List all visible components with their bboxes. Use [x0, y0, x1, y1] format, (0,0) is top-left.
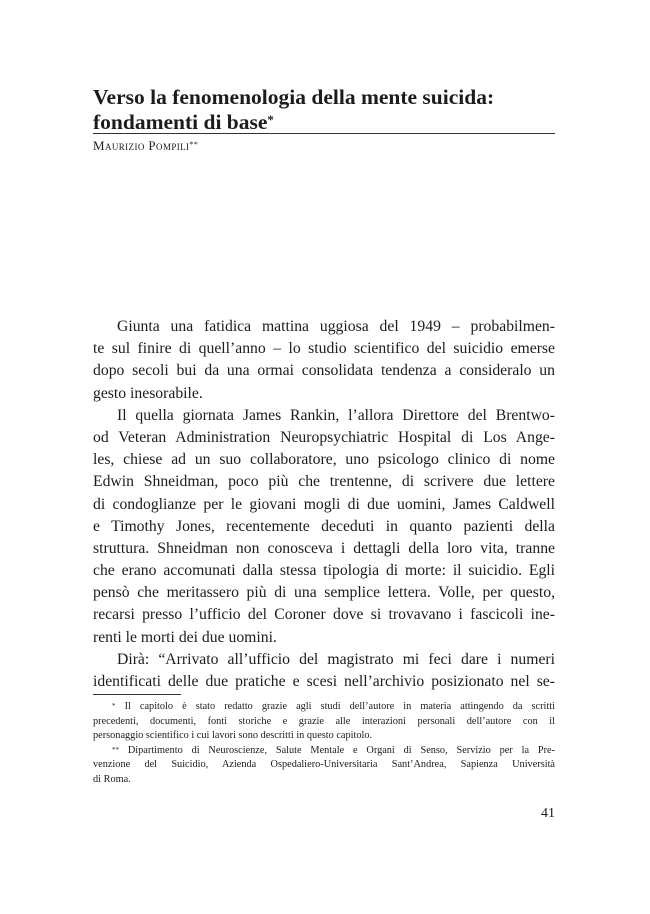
footnote-line: venzione del Suicidio, Azienda Ospedaliero-Universitaria Sant’Andrea, Sapienza Università	[93, 759, 555, 770]
chapter-title-line-2-text: fondamenti di base	[93, 110, 268, 134]
body-line: Edwin Shneidman, poco più che trentenne, di scrivere due lettere	[93, 473, 555, 491]
body-line: di condoglianze per le giovani mogli di due uomini, James Caldwell	[93, 495, 555, 513]
author-last-name: Pompili	[148, 138, 190, 153]
body-line: od Veteran Administration Neuropsychiatric Hospital di Los Ange-	[93, 428, 555, 446]
title-rule	[93, 133, 555, 134]
body-line: e Timothy Jones, recentemente deceduti in quanto pazienti della	[93, 517, 555, 535]
footnote-2-text: Dipartimento di Neuroscienze, Salute Mentale e Organi di Senso, Servizio per la Pre-	[127, 744, 556, 756]
body-line: identificati delle due pratiche e scesi nell’archivio posizionato nel se-	[93, 673, 555, 690]
author-footnote-mark: **	[189, 140, 199, 149]
footnote-1-text: Il capitolo è stato redatto grazie agli studi dell’autore in materia attingendo da scritti	[124, 701, 555, 712]
body-line: Il quella giornata James Rankin, l’allora Direttore del Brentwo-	[117, 406, 555, 424]
body-line: renti le morti dei due uomini.	[93, 628, 277, 646]
footnote-line	[93, 700, 555, 715]
author-first-name: Maurizio	[93, 138, 145, 153]
footnote-1-mark: *	[112, 702, 116, 710]
body-text	[93, 316, 555, 693]
body-line: dopo secoli bui da una ormai consolidata tendenza a consideralo un	[93, 362, 555, 380]
body-line: recarsi presso l’ufficio del Coroner dove si trovavano i fascicoli ine-	[93, 606, 555, 624]
body-line: Dirà: “Arrivato all’ufficio del magistrato mi feci dare i numeri	[117, 650, 555, 668]
body-line: gesto inesorabile.	[93, 384, 203, 402]
body-line: pensò che meritassero più di una semplice lettera. Volle, per questo,	[93, 584, 555, 602]
footnote-line: precedenti, documenti, fonti storiche e grazie alle interazioni personali dell’autore con il	[93, 715, 555, 727]
footnote-line	[93, 744, 555, 759]
footnotes	[93, 700, 555, 787]
body-line: struttura. Shneidman non conosceva i dettagli della loro vita, tranne	[93, 539, 555, 557]
body-line: te sul finire di quell’anno – lo studio scientifico del suicidio emerse	[93, 340, 555, 358]
author-name	[93, 138, 198, 153]
chapter-title-line-1: Verso la fenomenologia della mente suicida:	[93, 85, 495, 109]
chapter-title	[93, 85, 563, 135]
footnote-2-mark: **	[112, 745, 119, 754]
body-line: che erano accomunati dalla stessa tipologia di morte: il suicidio. Egli	[93, 562, 555, 580]
title-footnote-mark: *	[267, 112, 274, 127]
page-number: 41	[541, 806, 555, 821]
chapter-title-line-2	[93, 110, 563, 135]
footnote-rule	[93, 694, 181, 695]
body-line: Giunta una fatidica mattina uggiosa del 1949 – probabilmen-	[117, 318, 555, 335]
footnote-line: personaggio scientifico i cui lavori sono descritti in questo capitolo.	[93, 730, 373, 741]
footnote-line: di Roma.	[93, 773, 131, 785]
body-line: les, chiese ad un suo collaboratore, uno psicologo clinico di nome	[93, 451, 555, 469]
